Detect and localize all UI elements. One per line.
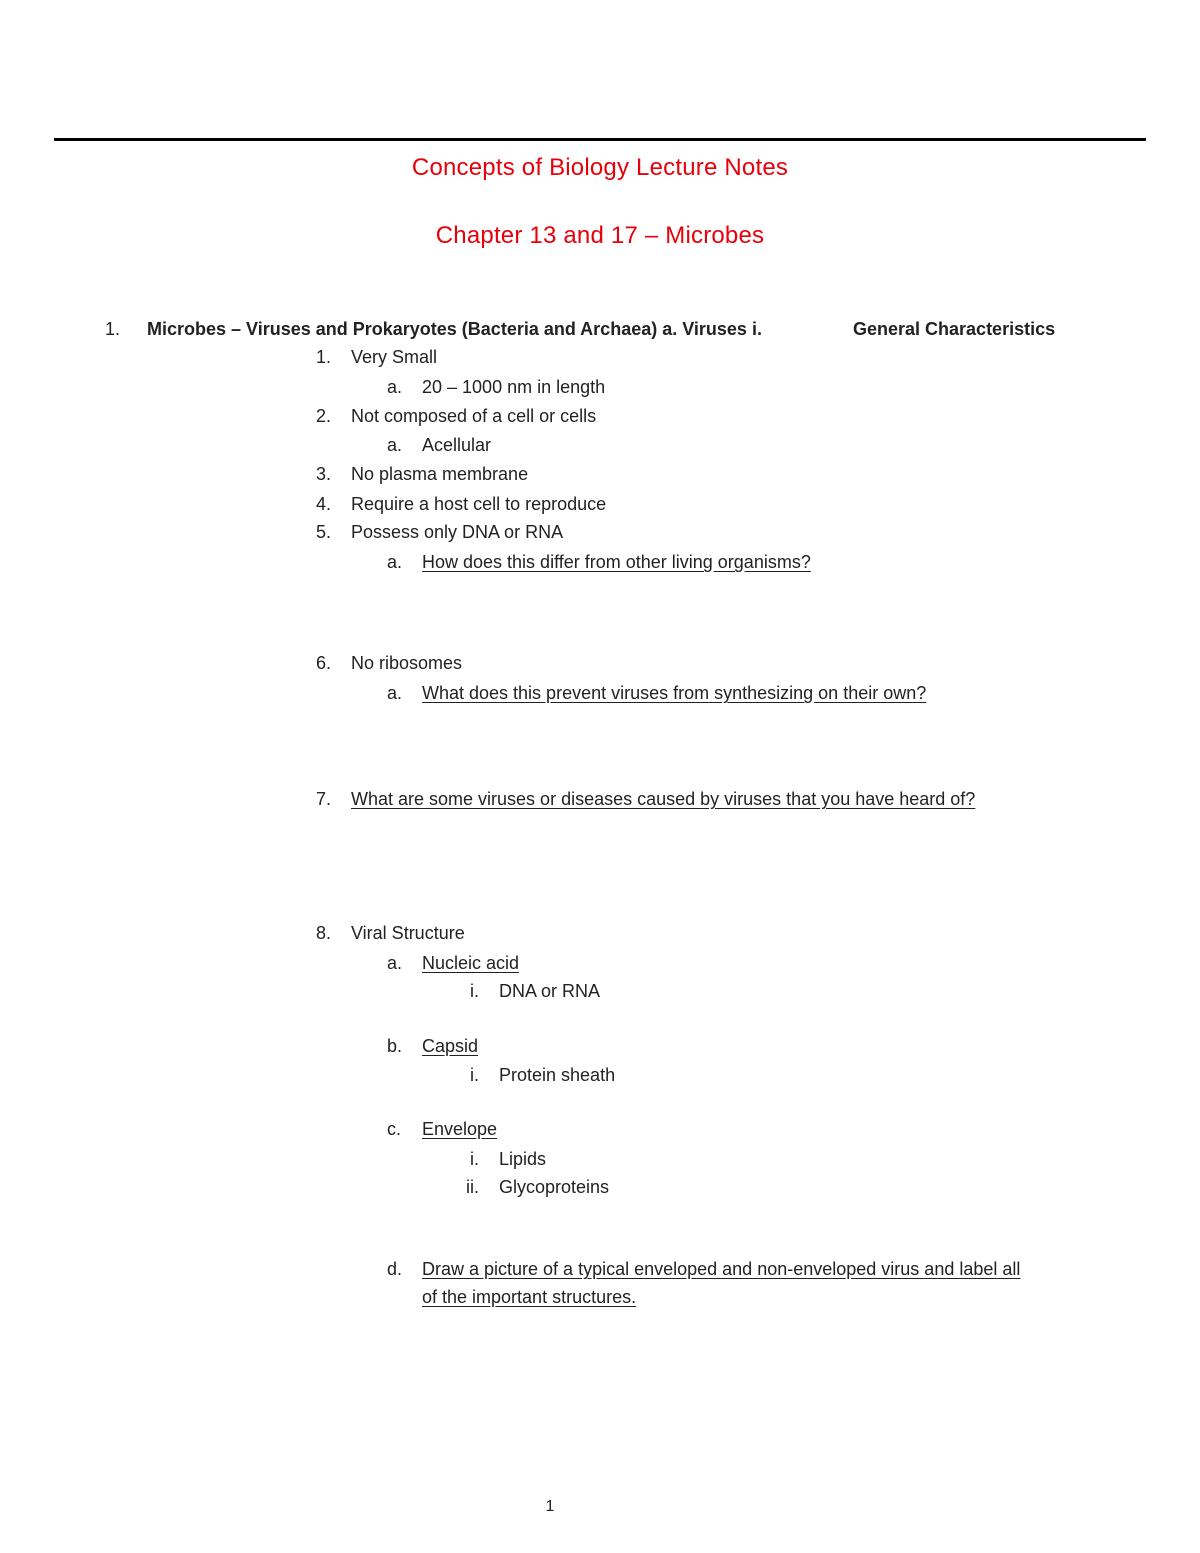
item-marker: 6. — [316, 653, 332, 673]
subitem-marker: c. — [387, 1119, 402, 1139]
item-marker: 8. — [316, 923, 332, 943]
subitem-marker: a. — [387, 953, 403, 973]
question-text: How does this differ from other living organisms? — [422, 552, 811, 572]
section-subheading: General Characteristics — [853, 319, 1056, 339]
question-text: What does this prevent viruses from synthesizing on their own? — [422, 683, 927, 703]
subitem-text: 20 – 1000 nm in length — [422, 377, 606, 397]
item-marker: 3. — [316, 464, 332, 484]
subitem-text: Capsid — [422, 1036, 479, 1056]
page-number: 1 — [545, 1498, 555, 1515]
item-marker: 1. — [316, 347, 332, 367]
subsubitem-text: Glycoproteins — [499, 1177, 610, 1197]
subitem-text: Acellular — [422, 435, 492, 455]
section-marker: 1. — [105, 319, 121, 339]
subitem-text: Nucleic acid — [422, 953, 520, 973]
question-text: What are some viruses or diseases caused by viruses that you have heard of? — [351, 789, 976, 809]
item-marker: 7. — [316, 789, 332, 809]
question-text: Draw a picture of a typical enveloped and non-enveloped virus and label all — [422, 1259, 1021, 1279]
subitem-text: Envelope — [422, 1119, 498, 1139]
document-title: Concepts of Biology Lecture Notes — [411, 154, 789, 181]
subsubitem-marker: i. — [470, 981, 479, 1001]
subitem-marker: a. — [387, 552, 403, 572]
item-text: Require a host cell to reproduce — [351, 494, 607, 514]
subsubitem-text: Protein sheath — [499, 1065, 616, 1085]
subitem-marker: a. — [387, 377, 403, 397]
subitem-marker: a. — [387, 683, 403, 703]
item-text: Very Small — [351, 347, 438, 367]
item-text: Possess only DNA or RNA — [351, 522, 564, 542]
chapter-subtitle: Chapter 13 and 17 – Microbes — [435, 222, 765, 249]
item-marker: 4. — [316, 494, 332, 514]
item-text: Viral Structure — [351, 923, 465, 943]
header-rule — [54, 138, 1146, 141]
subsubitem-marker: i. — [470, 1149, 479, 1169]
subsubitem-marker: ii. — [466, 1177, 479, 1197]
subsubitem-text: Lipids — [499, 1149, 547, 1169]
item-text: No plasma membrane — [351, 464, 529, 484]
item-marker: 2. — [316, 406, 332, 426]
subsubitem-text: DNA or RNA — [499, 981, 601, 1001]
section-heading: Microbes – Viruses and Prokaryotes (Bacteria and Archaea) a. Viruses i. — [147, 319, 762, 339]
subitem-marker: b. — [387, 1036, 403, 1056]
question-text-continued: of the important structures. — [422, 1287, 637, 1307]
subitem-marker: a. — [387, 435, 403, 455]
item-text: No ribosomes — [351, 653, 463, 673]
item-text: Not composed of a cell or cells — [351, 406, 597, 426]
item-marker: 5. — [316, 522, 332, 542]
subitem-marker: d. — [387, 1259, 403, 1279]
subsubitem-marker: i. — [470, 1065, 479, 1085]
